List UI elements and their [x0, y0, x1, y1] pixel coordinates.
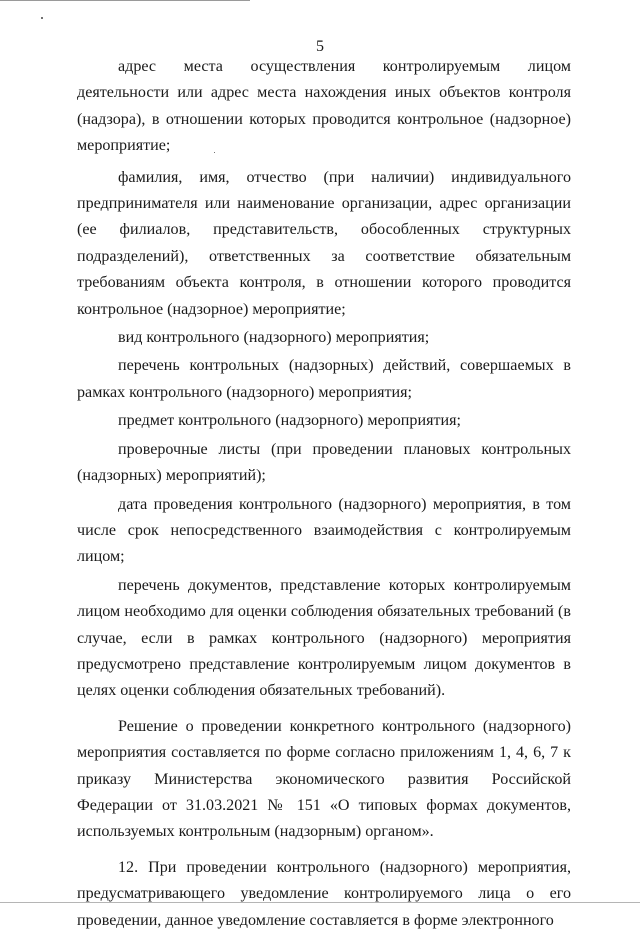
paragraph-date: дата проведения контрольного (надзорного) мероприятия, в том числе срок непосредственного взаимодействия с контролируемым лицом;	[77, 495, 571, 566]
paragraph-documents-list: перечень документов, представление которых контролируемым лицом необходимо для оценки соблюдения обязательных требований (в случае, если в рамках контрольного (надзорного) мероприятия предусмотрено представление контролируемым лицом документов в целях оценки соблюдения обязательных требований).	[77, 576, 571, 700]
paragraph-item-12: 12. При проведении контрольного (надзорного) мероприятия, предусматривающего уведомление контролируемого лица о его проведении, данное уведомление составляется в форме электронного	[77, 858, 571, 929]
paragraph-decision: Решение о проведении конкретного контрольного (надзорного) мероприятия составляется по форме согласно приложениям 1, 4, 6, 7 к приказу Министерства экономического развития Российской Федерации от 31.03.2021 № 151 «О типовых формах документов, используемых контрольным (надзорным) органом».	[77, 717, 571, 841]
scan-edge-top	[0, 0, 250, 1]
paragraph-subject: предмет контрольного (надзорного) мероприятия;	[118, 412, 461, 430]
paragraph-checklists: проверочные листы (при проведении плановых контрольных (надзорных) мероприятий);	[77, 440, 571, 485]
paragraph-event-type: вид контрольного (надзорного) мероприятия;	[118, 329, 430, 347]
document-body	[77, 54, 571, 934]
scan-edge-bottom	[0, 902, 640, 903]
paragraph-actions-list: перечень контрольных (надзорных) действий, совершаемых в рамках контрольного (надзорного) мероприятия;	[77, 357, 571, 401]
paragraph-address: адрес места осуществления контролируемым лицом деятельности или адрес места нахождения иных объектов контроля (надзора), в отношении которых проводится контрольное (надзорное) мероприятие;	[77, 58, 571, 155]
paragraph-name-organization: фамилия, имя, отчество (при наличии) индивидуального предпринимателя или наименование организации, адрес организации (ее филиалов, представительств, обособленных структурных подразделений), ответственных за соответствие обязательным требованиям объекта контроля, в отношении которого проводится контрольное (надзорное) мероприятие;	[77, 168, 571, 318]
page-number: 5	[316, 38, 324, 55]
scan-speck	[41, 17, 43, 19]
